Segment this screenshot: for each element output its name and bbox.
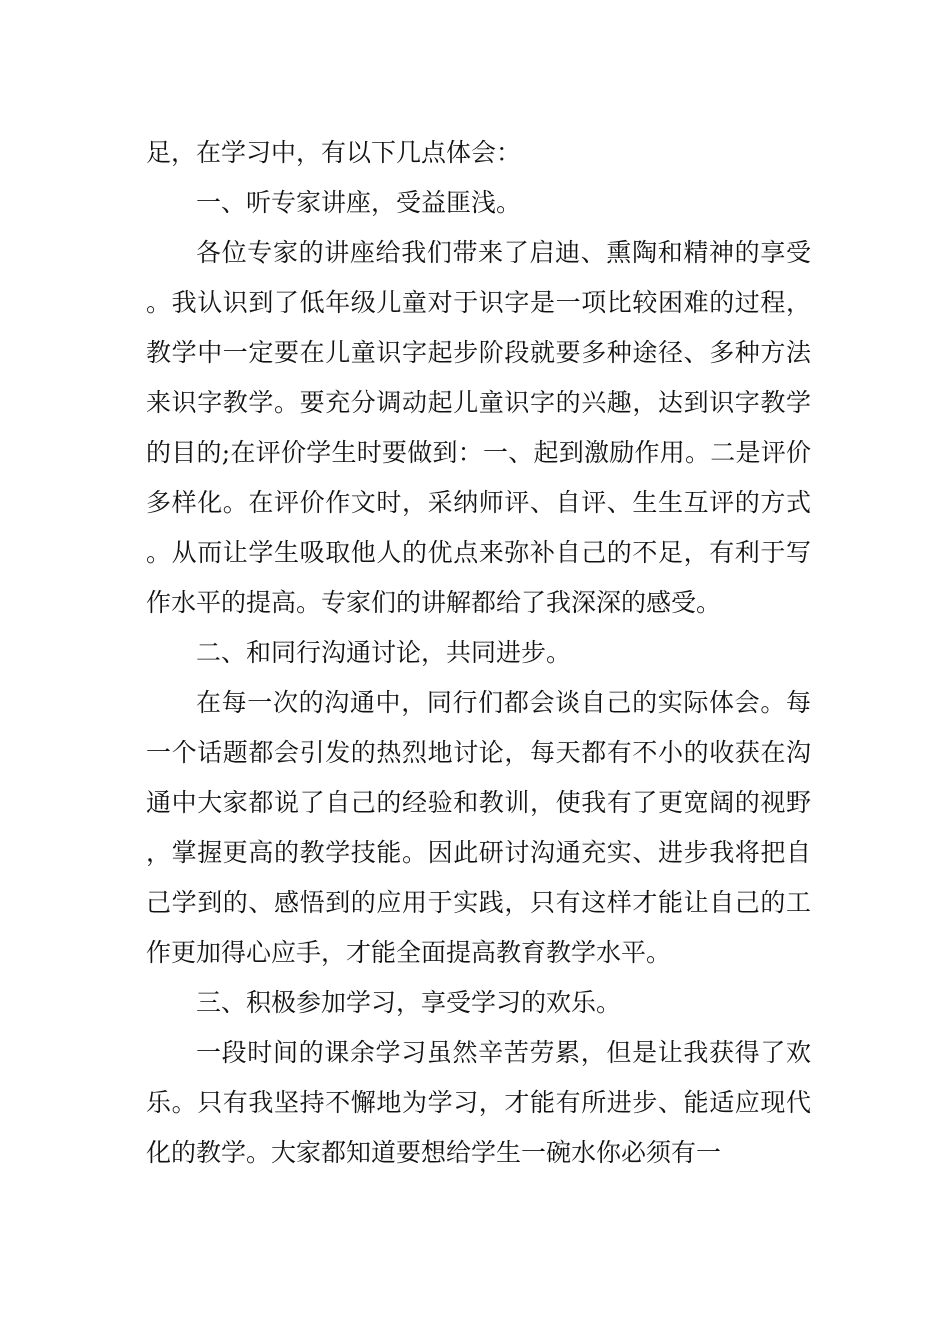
paragraph-3: 一段时间的课余学习虽然辛苦劳累，但是让我获得了欢乐。只有我坚持不懈地为学习，才能有所进步、能适应现代化的教学。大家都知道要想给学生一碗水你必须有一 — [146, 1038, 811, 1167]
body-text — [146, 128, 811, 1178]
section-heading-1: 一、听专家讲座，受益匪浅。 — [196, 188, 522, 217]
section-heading-3: 三、积极参加学习，享受学习的欢乐。 — [196, 988, 622, 1017]
paragraph-continuation: 足，在学习中，有以下几点体会： — [146, 138, 522, 167]
paragraph-1: 各位专家的讲座给我们带来了启迪、熏陶和精神的享受。我认识到了低年级儿童对于识字是一项比较困难的过程，教学中一定要在儿童识字起步阶段就要多种途径、多种方法来识字教学。要充分调动起儿童识字的兴趣，达到识字教学的目的;在评价学生时要做到：一、起到激励作用。二是评价多样化。在评价作文时，采纳师评、自评、生生互评的方式。从而让学生吸取他人的优点来弥补自己的不足，有利于写作水平的提高。专家们的讲解都给了我深深的感受。 — [146, 238, 811, 617]
paragraph-2: 在每一次的沟通中，同行们都会谈自己的实际体会。每一个话题都会引发的热烈地讨论，每天都有不小的收获在沟通中大家都说了自己的经验和教训，使我有了更宽阔的视野，掌握更高的教学技能。因此研讨沟通充实、进步我将把自己学到的、感悟到的应用于实践，只有这样才能让自己的工作更加得心应手，才能全面提高教育教学水平。 — [146, 688, 811, 967]
section-heading-2: 二、和同行沟通讨论，共同进步。 — [196, 638, 572, 667]
